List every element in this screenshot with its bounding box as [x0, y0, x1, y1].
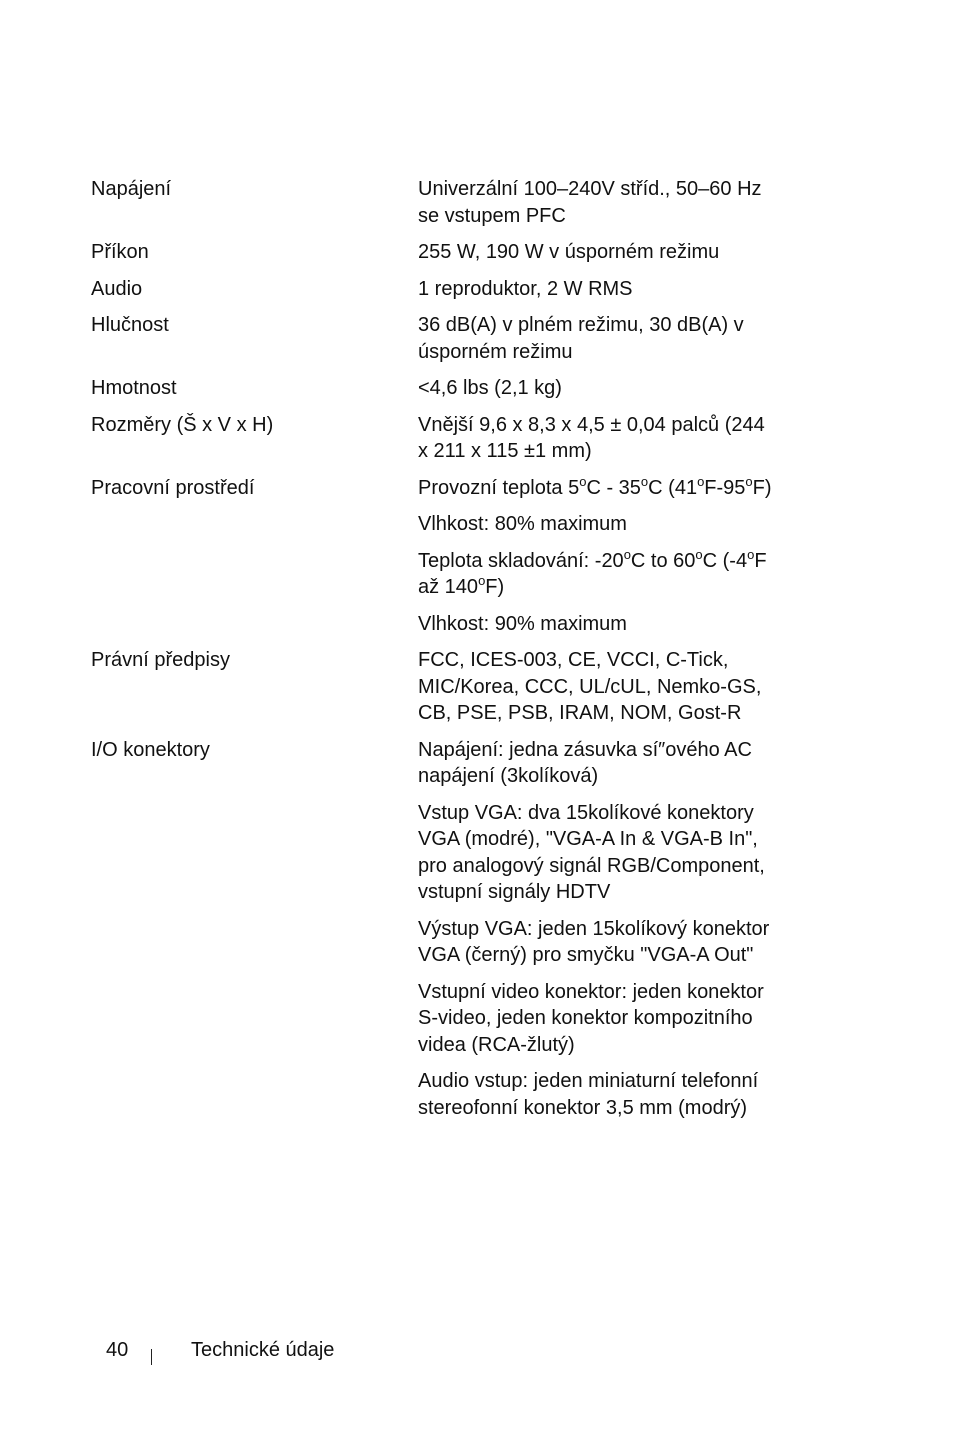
spec-value-text: F) [752, 476, 772, 499]
spec-value-text: C to 60 [630, 549, 696, 572]
spec-value-text: Výstup VGA: jeden 15kolíkový konektor VGA (černý) pro smyčku "VGA-A Out" [418, 917, 770, 966]
spec-row [91, 647, 791, 727]
footer-divider [151, 1349, 152, 1365]
spec-value-text: Teplota skladování: -20 [418, 549, 624, 572]
spec-label: Hlučnost [91, 314, 169, 336]
spec-value [418, 412, 778, 465]
degree-superscript: o [478, 573, 486, 588]
spec-value-text: Audio vstup: jeden miniaturní telefonní stereofonní konektor 3,5 mm (modrý) [418, 1070, 759, 1119]
spec-value-text: Provozní teplota 5 [418, 476, 580, 499]
spec-value-text: F až 140 [418, 549, 767, 598]
spec-values [418, 475, 778, 638]
spec-values [418, 375, 778, 402]
spec-value [418, 1068, 778, 1121]
spec-value [418, 611, 778, 638]
degree-superscript: o [579, 473, 587, 489]
degree-superscript: o [695, 546, 703, 562]
spec-value-text: Vlhkost: 80% maximum [418, 513, 627, 535]
spec-values [418, 737, 778, 1122]
spec-value [418, 312, 778, 365]
spec-value-text: F-95 [704, 476, 746, 499]
spec-row [91, 312, 791, 365]
degree-superscript: o [745, 473, 753, 489]
spec-value-text: 255 W, 190 W v úsporném režimu [418, 241, 720, 263]
spec-row [91, 475, 791, 638]
spec-value [418, 276, 778, 303]
spec-values [418, 276, 778, 303]
spec-values [418, 176, 778, 229]
spec-table [91, 176, 791, 1131]
spec-label: Rozměry (Š x V x H) [91, 413, 274, 436]
spec-value-text: Vstup VGA: dva 15kolíkové konektory VGA (modré), "VGA-A In & VGA-B In", pro analogový signál RGB/Component, vstupní signály HDTV [418, 801, 765, 903]
spec-value-text: Vstupní video konektor: jeden konektor S-video, jeden konektor kompozitního videa (RCA-žlutý) [418, 980, 764, 1056]
spec-value-text: Vlhkost: 90% maximum [418, 612, 627, 635]
spec-row [91, 737, 791, 1122]
page-number: 40 [106, 1339, 129, 1361]
spec-values [418, 647, 778, 727]
spec-value-text: FCC, ICES-003, CE, VCCI, C-Tick, MIC/Korea, CCC, UL/cUL, Nemko-GS, CB, PSE, PSB, IRAM, NOM, Gost-R [418, 649, 762, 724]
spec-values [418, 312, 778, 365]
spec-values [418, 412, 778, 465]
spec-value [418, 475, 778, 502]
spec-value [418, 375, 778, 402]
footer-section-title: Technické údaje [191, 1339, 335, 1361]
spec-value-text: 36 dB(A) v plném režimu, 30 dB(A) v úsporném režimu [418, 314, 744, 363]
spec-value [418, 800, 778, 906]
spec-value-text: F) [485, 576, 505, 598]
spec-value-text: Univerzální 100–240V stříd., 50–60 Hz se vstupem PFC [418, 178, 762, 227]
degree-superscript: o [623, 546, 631, 562]
spec-label: Pracovní prostředí [91, 476, 255, 499]
spec-label: Právní předpisy [91, 649, 230, 671]
spec-value [418, 979, 778, 1059]
spec-row [91, 375, 791, 402]
spec-value [418, 647, 778, 727]
spec-value [418, 176, 778, 229]
spec-row [91, 276, 791, 303]
spec-value-text: C - 35 [586, 476, 641, 499]
spec-row [91, 239, 791, 266]
degree-superscript: o [640, 473, 649, 489]
spec-label: Audio [91, 277, 143, 300]
spec-value [418, 916, 778, 969]
spec-label: Hmotnost [91, 377, 177, 399]
spec-value [418, 737, 778, 790]
page-footer [106, 1337, 506, 1367]
degree-superscript: o [697, 473, 705, 489]
spec-value-text: <4,6 lbs (2,1 kg) [418, 377, 562, 399]
spec-value-text: C (41 [648, 476, 698, 499]
spec-value-text: Napájení: jedna zásuvka sí″ového AC napájení (3kolíková) [418, 738, 752, 787]
degree-superscript: o [747, 546, 755, 562]
spec-value [418, 548, 778, 601]
spec-value-text: C (-4 [702, 549, 748, 572]
spec-row [91, 412, 791, 465]
spec-label: I/O konektory [91, 738, 210, 761]
spec-value [418, 239, 778, 266]
spec-label: Příkon [91, 241, 149, 263]
spec-value-text: Vnější 9,6 x 8,3 x 4,5 ± 0,04 palců (244 x 211 x 115 ±1 mm) [418, 413, 765, 462]
spec-row [91, 176, 791, 229]
spec-label: Napájení [91, 178, 172, 200]
spec-value [418, 511, 778, 538]
spec-value-text: 1 reproduktor, 2 W RMS [418, 277, 633, 300]
spec-values [418, 239, 778, 266]
